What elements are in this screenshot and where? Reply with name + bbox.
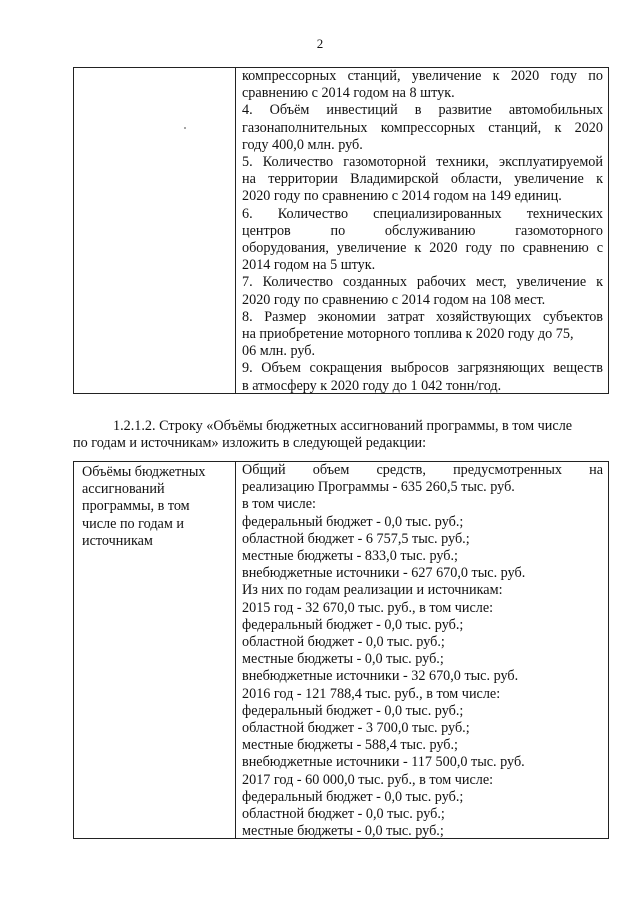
table2-left-line: Объёмы бюджетных: [82, 464, 206, 480]
table2-line: Общий объем средств, предусмотренных на: [242, 462, 603, 478]
table2-line: внебюджетные источники - 32 670,0 тыс. руб.: [242, 668, 519, 685]
table2-line: в том числе:: [242, 496, 316, 513]
table1-line: 7. Количество созданных рабочих мест, увеличение к: [242, 274, 603, 291]
table1-line: на приобретение моторного топлива к 2020 году до 75,: [242, 326, 574, 343]
amendment-paragraph: [73, 418, 605, 452]
table2-left-line: числе по годам и: [82, 515, 184, 532]
table2-line: 2015 год - 32 670,0 тыс. руб., в том числе:: [242, 599, 494, 616]
table1-line: 9. Объем сокращения выбросов загрязняющих веществ: [242, 360, 603, 377]
budget-table: [73, 461, 609, 839]
indicators-table-right-cell: [236, 68, 608, 393]
table2-line: местные бюджеты - 833,0 тыс. руб.;: [242, 548, 458, 565]
table1-line: 2020 году по сравнению с 2014 годом на 108 мест.: [242, 291, 546, 308]
budget-table-left-cell: [74, 462, 236, 838]
table2-line: местные бюджеты - 588,4 тыс. руб.;: [242, 737, 458, 754]
table2-left-line: программы, в том: [82, 498, 190, 515]
budget-table-right-cell: [236, 462, 608, 838]
indicators-table: [73, 67, 609, 394]
table1-line: 2020 году по сравнению с 2014 годом на 149 единиц.: [242, 188, 562, 205]
table2-line: местные бюджеты - 0,0 тыс. руб.;: [242, 823, 444, 840]
page-number: 2: [316, 36, 324, 51]
table1-line: 4. Объём инвестиций в развитие автомобильных: [242, 102, 603, 119]
table1-line: центров по обслуживанию газомоторного: [242, 222, 603, 239]
table2-line: внебюджетные источники - 117 500,0 тыс. руб.: [242, 754, 525, 771]
table2-line: 2017 год - 60 000,0 тыс. руб., в том числе:: [242, 771, 494, 788]
table1-line: в атмосферу к 2020 году до 1 042 тонн/год.: [242, 377, 502, 394]
table1-line: на территории Владимирской области, увеличение к: [242, 171, 603, 188]
table1-line: 6. Количество специализированных технических: [242, 205, 603, 222]
table2-line: внебюджетные источники - 627 670,0 тыс. руб.: [242, 565, 526, 582]
table1-line: 5. Количество газомоторной техники, эксплуатируемой: [242, 154, 603, 171]
table1-line: компрессорных станций, увеличение к 2020 году по: [242, 68, 603, 84]
table2-line: федеральный бюджет - 0,0 тыс. руб.;: [242, 513, 464, 530]
table2-line: реализацию Программы - 635 260,5 тыс. руб.: [242, 479, 515, 496]
indicators-table-left-cell: [74, 68, 236, 393]
paragraph-line: 1.2.1.2. Строку «Объёмы бюджетных ассигнований программы, в том числе: [113, 418, 573, 434]
table1-line: 8. Размер экономии затрат хозяйствующих субъектов: [242, 308, 603, 325]
table1-line: году 400,0 млн. руб.: [242, 136, 363, 153]
scan-speck: [184, 127, 186, 129]
table2-line: областной бюджет - 6 757,5 тыс. руб.;: [242, 530, 470, 547]
paragraph-line: по годам и источникам» изложить в следующей редакции:: [73, 435, 427, 452]
table1-line: 06 млн. руб.: [242, 343, 316, 360]
table2-line: областной бюджет - 0,0 тыс. руб.;: [242, 806, 445, 823]
table2-line: федеральный бюджет - 0,0 тыс. руб.;: [242, 788, 464, 805]
table2-line: Из них по годам реализации и источникам:: [242, 582, 503, 599]
table2-line: областной бюджет - 0,0 тыс. руб.;: [242, 634, 445, 651]
table2-left-line: источникам: [82, 532, 153, 549]
table1-line: оборудования, увеличение к 2020 году по сравнению с: [242, 240, 603, 257]
table2-line: местные бюджеты - 0,0 тыс. руб.;: [242, 651, 444, 668]
table1-line: газонаполнительных компрессорных станций, к 2020: [242, 119, 603, 136]
table2-line: 2016 год - 121 788,4 тыс. руб., в том числе:: [242, 685, 501, 702]
table1-line: 2014 годом на 5 штук.: [242, 257, 376, 274]
table2-left-line: ассигнований: [82, 481, 165, 498]
table2-line: областной бюджет - 3 700,0 тыс. руб.;: [242, 720, 470, 737]
table1-line: сравнению с 2014 годом на 8 штук.: [242, 85, 455, 102]
table2-line: федеральный бюджет - 0,0 тыс. руб.;: [242, 702, 464, 719]
table2-line: федеральный бюджет - 0,0 тыс. руб.;: [242, 616, 464, 633]
